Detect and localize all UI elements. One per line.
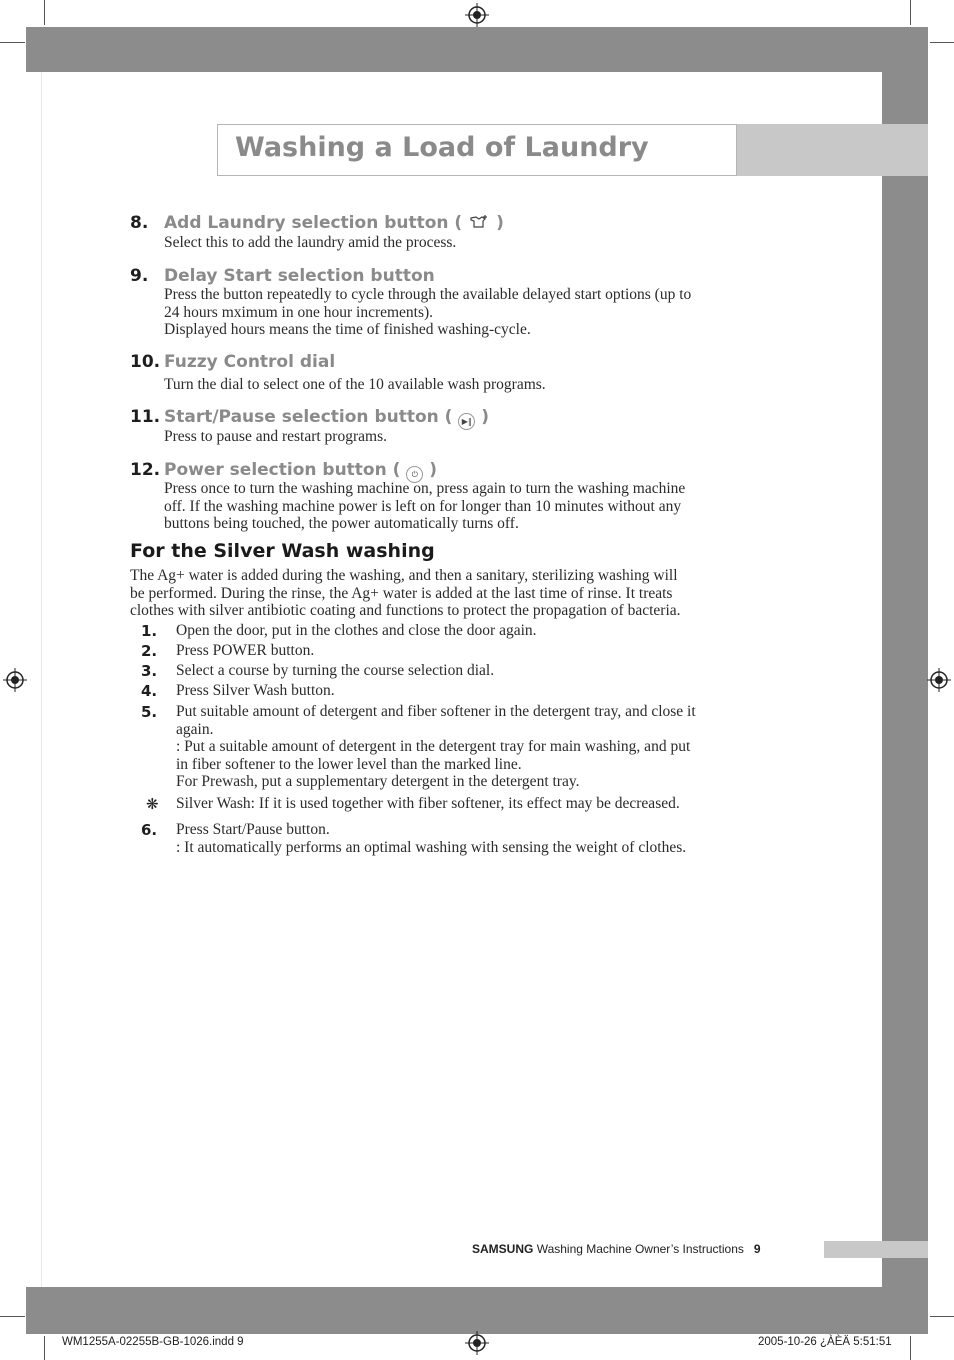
step-text [176, 821, 796, 856]
step-number: 6. [141, 821, 158, 839]
step-line: : Put a suitable amount of detergent in the detergent tray for main washing, and put [176, 738, 691, 755]
note-text [176, 795, 796, 813]
step-number: 5. [141, 703, 158, 721]
bottom-gray-band [26, 1287, 928, 1334]
description-line: buttons being touched, the power automatically turns off. [164, 515, 519, 532]
item-description [164, 428, 804, 446]
item-number: 8. [130, 213, 149, 233]
crop-mark [0, 1316, 25, 1317]
step-text [176, 662, 796, 680]
item-number: 9. [130, 266, 149, 286]
step-line: For Prewash, put a supplementary detergent in the detergent tray. [176, 773, 580, 790]
item-description [164, 234, 804, 252]
step-line: Open the door, put in the clothes and close the door again. [176, 622, 537, 639]
step-line: again. [176, 720, 214, 738]
right-gray-band [882, 27, 928, 1334]
footer-text: Washing Machine Owner’s Instructions [536, 1242, 744, 1256]
brand-name: SAMSUNG [472, 1242, 534, 1256]
step-text [176, 703, 796, 791]
description-line: off. If the washing machine power is left on for longer than 10 minutes without any [164, 497, 682, 515]
intro-line: clothes with silver antibiotic coating and functions to protect the propagation of bacteria. [130, 602, 681, 619]
registration-mark-icon [465, 1331, 489, 1355]
step-line: Select a course by turning the course selection dial. [176, 662, 495, 679]
start-pause-icon: ▶‖ [458, 413, 475, 430]
step-number: 3. [141, 662, 158, 680]
step-number: 4. [141, 682, 158, 700]
power-icon: ⏻ [406, 466, 423, 483]
section-heading: For the Silver Wash washing [130, 540, 435, 562]
top-gray-band [26, 27, 928, 72]
slug-timestamp: 2005-10-26 ¿ÀÈÄ 5:51:51 [758, 1336, 892, 1348]
left-margin-line [41, 72, 42, 1287]
step-line: Press Start/Pause button. [176, 821, 330, 838]
description-line: Displayed hours means the time of finished washing-cycle. [164, 321, 531, 338]
step-text [176, 642, 796, 660]
section-intro [130, 567, 790, 620]
item-number: 12. [130, 460, 161, 480]
item-heading: Delay Start selection button [164, 266, 435, 286]
intro-line: The Ag+ water is added during the washing, and then a sanitary, sterilizing washing will [130, 567, 678, 584]
slug-filename: WM1255A-02255B-GB-1026.indd 9 [62, 1336, 244, 1348]
step-line: in fiber softener to the lower level than the marked line. [176, 755, 522, 773]
step-line: Put suitable amount of detergent and fiber softener in the detergent tray, and close it [176, 703, 696, 720]
item-heading: Start/Pause selection button ( ▶‖ ) [164, 407, 489, 430]
step-line: Silver Wash: If it is used together with fiber softener, its effect may be decreased. [176, 795, 680, 812]
registration-mark-icon [3, 668, 27, 692]
crop-mark [0, 42, 25, 43]
crop-mark [910, 0, 911, 25]
crop-mark [930, 42, 954, 43]
registration-mark-icon [927, 668, 951, 692]
item-number: 10. [130, 352, 161, 372]
step-number: 2. [141, 642, 158, 660]
item-heading: Add Laundry selection button ( ) [164, 213, 504, 233]
step-line: Press Silver Wash button. [176, 682, 335, 699]
crop-mark [910, 1336, 911, 1360]
registration-mark-icon [465, 3, 489, 27]
intro-line: be performed. During the rinse, the Ag+ water is added at the last time of rinse. It treats [130, 584, 673, 602]
page-footer [472, 1242, 761, 1256]
step-line: Press POWER button. [176, 642, 315, 659]
footer-gray-bar [824, 1241, 928, 1258]
step-text [176, 622, 796, 640]
crop-mark [44, 0, 45, 25]
item-number: 11. [130, 407, 161, 427]
item-heading: Fuzzy Control dial [164, 352, 336, 372]
page-title: Washing a Load of Laundry [235, 132, 649, 163]
title-gray-fill [737, 124, 928, 176]
note-asterisk-icon: ❋ [146, 795, 159, 813]
description-line: Select this to add the laundry amid the process. [164, 234, 457, 251]
description-line: Press to pause and restart programs. [164, 428, 387, 445]
crop-mark [44, 1336, 45, 1360]
step-line: : It automatically performs an optimal washing with sensing the weight of clothes. [176, 838, 687, 856]
description-line: Turn the dial to select one of the 10 available wash programs. [164, 376, 546, 393]
description-line: 24 hours mximum in one hour increments). [164, 303, 434, 321]
item-heading: Power selection button ( ⏻ ) [164, 460, 437, 483]
crop-mark [930, 1316, 954, 1317]
item-description [164, 376, 804, 394]
step-number: 1. [141, 622, 158, 640]
description-line: Press once to turn the washing machine on, press again to turn the washing machine [164, 480, 686, 497]
step-text [176, 682, 796, 700]
description-line: Press the button repeatedly to cycle through the available delayed start options (up to [164, 286, 692, 303]
page-number: 9 [753, 1242, 761, 1256]
item-description [164, 480, 804, 533]
item-description [164, 286, 804, 339]
add-laundry-icon [468, 214, 490, 230]
